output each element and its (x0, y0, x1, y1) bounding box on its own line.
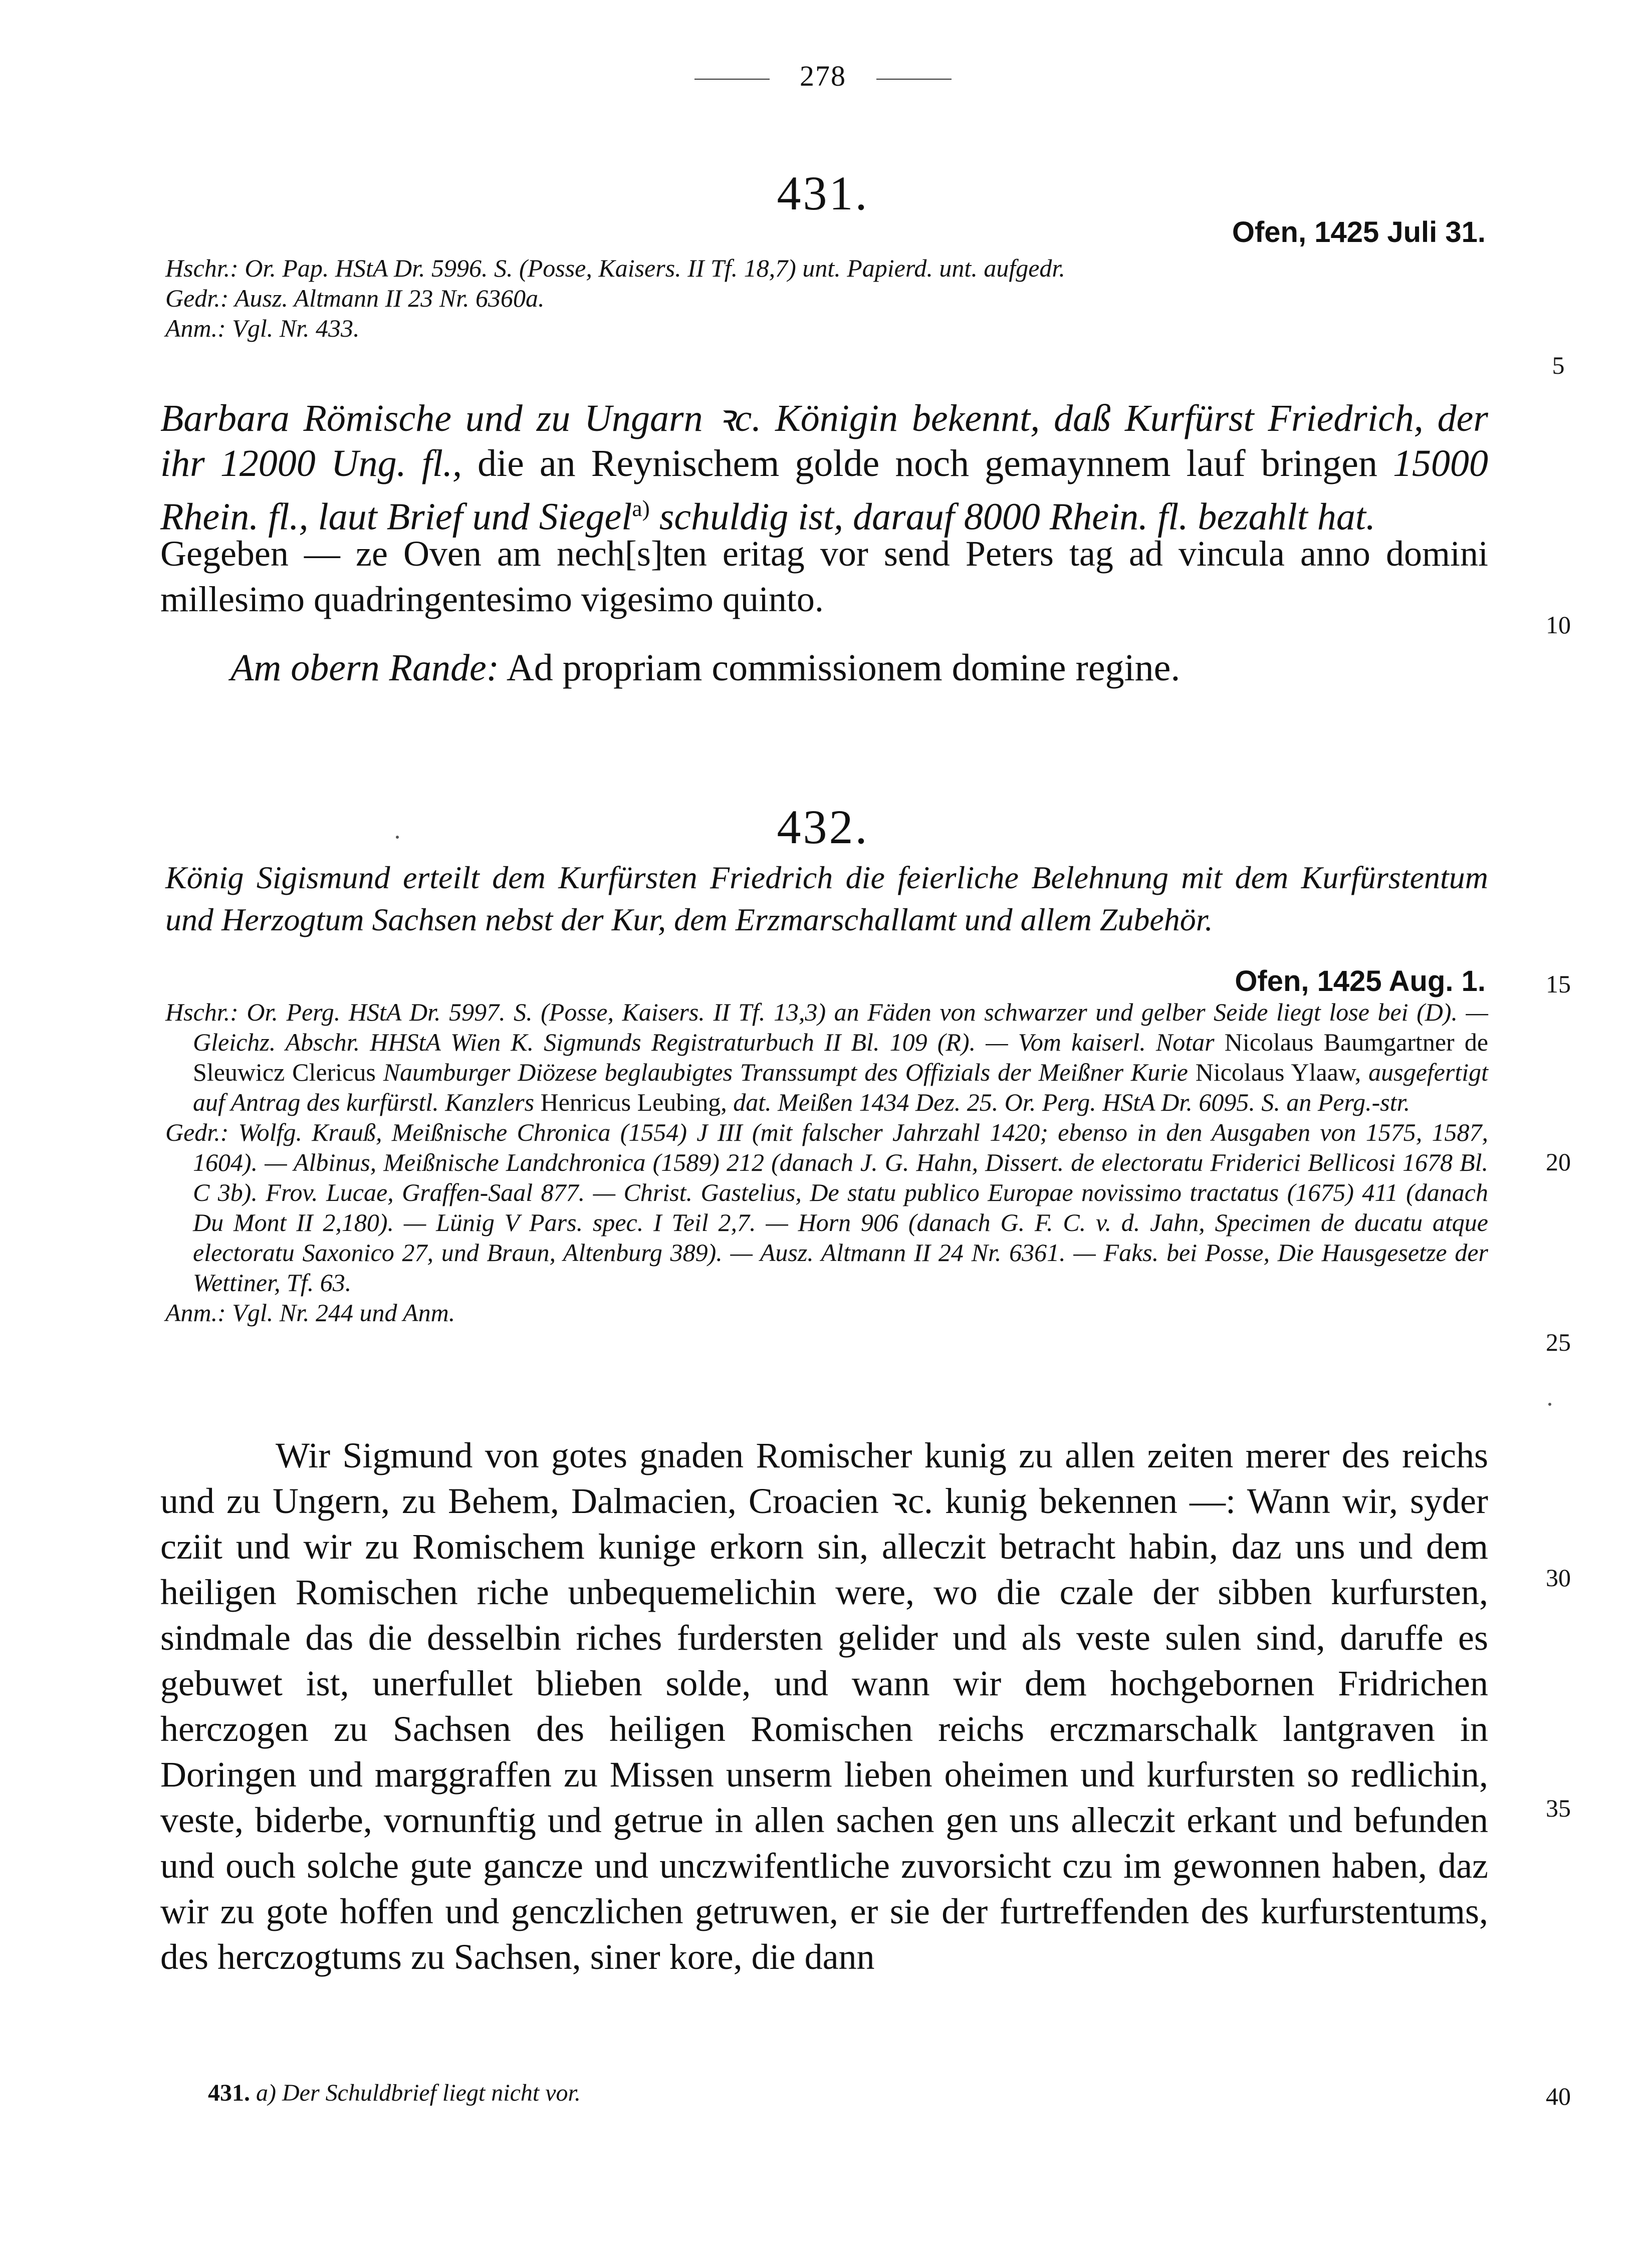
page-header (0, 59, 1646, 93)
footnote-text: a) Der Schuldbrief liegt nicht vor. (256, 2080, 581, 2106)
doc-431-hschr: Hschr.: Or. Pap. HStA Dr. 5996. S. (Posse, Kaisers. II Tf. 18,7) unt. Papierd. unt. aufgedr. (165, 254, 1065, 282)
doc-432-hschr (165, 997, 1488, 1117)
margin-dot-right (1548, 1403, 1551, 1406)
regest-part3: schuldig ist, darauf 8000 Rhein. fl. bezahlt hat. (659, 495, 1376, 538)
regest-footnote-ref: a) (632, 495, 650, 521)
doc-432-text (160, 1433, 1488, 1980)
doc-431-gedr: Gedr.: Ausz. Altmann II 23 Nr. 6360a. (165, 284, 545, 312)
hschr-name2: Nicolaus Ylaaw, (1195, 1058, 1361, 1086)
line-number-25: 25 (1546, 1328, 1571, 1356)
doc-431-apparatus (165, 253, 1488, 343)
doc-432-dateline: Ofen, 1425 Aug. 1. (1235, 965, 1486, 997)
doc-432-number: 432. (777, 800, 869, 854)
doc-431-number: 431. (777, 166, 869, 220)
doc-432-apparatus (165, 997, 1488, 1328)
line-number-15: 15 (1546, 970, 1571, 998)
doc-432-gedr: Gedr.: Wolfg. Krauß, Meißnische Chronica (1554) J III (mit falscher Jahrzahl 1420; ebenso in den Ausgaben von 1575, 1587, 1604). — Albinus, Meißnische Landchronica (1589) 212 (danach J. G. Hahn, Dissert. de electoratu Friderici Bellicosi 1678 Bl. C 3b). Frov. Lucae, Graffen-Saal 877. — Christ. Gastelius, De statu publico Europae novissimo tractatus (1675) 411 (danach Du Mont II 2,180). — Lünig V Pars. spec. I Teil 2,7. — Horn 906 (danach G. F. C. v. d. Jahn, Specimen de ducatu atque electoratu Saxonico 27, und Braun, Altenburg 389). — Ausz. Altmann II 24 Nr. 6361. — Faks. bei Posse, Die Hausgesetze der Wettiner, Tf. 63. (165, 1118, 1488, 1297)
doc-431-dateline: Ofen, 1425 Juli 31. (1232, 216, 1486, 248)
note-label: Am obern Rande: (230, 647, 500, 689)
regest-roman: die an Reynischem golde noch gemaynnem lauf bringen (478, 442, 1377, 484)
hschr-name1: Nicolaus Baumgartner de Sleuwicz Clericus (193, 1028, 1489, 1086)
page-number: 278 (800, 60, 846, 92)
footnote (208, 2079, 581, 2107)
doc-432-regest: König Sigismund erteilt dem Kurfürsten Friedrich die feierliche Belehnung mit dem Kurfürstentum und Herzogtum Sachsen nebst der Kur, dem Erzmarschallamt und allem Zubehör. (165, 860, 1488, 937)
line-number-35: 35 (1546, 1794, 1571, 1822)
note-text: Ad propriam commissionem domine regine. (506, 647, 1181, 689)
doc-431-regest (160, 396, 1488, 539)
footnote-number: 431. (208, 2080, 250, 2106)
hschr-part4: dat. Meißen 1434 Dez. 25. Or. Perg. HStA Dr. 6095. S. an Perg.-str. (733, 1088, 1410, 1116)
hschr-name3: Henricus Leubing, (540, 1088, 727, 1116)
regest-part1: Barbara Römische und zu Ungarn ꝛc. Königin bekennt, daß Kurfürst Friedrich, der ihr 12000 Ung. fl., (160, 397, 1488, 484)
header-rule-left (694, 79, 770, 80)
doc-431-text-paragraph: Gegeben — ze Oven am nech[s]ten eritag vor send Peters tag ad vincula anno domini millesimo quadringentesimo vigesimo quinto. (160, 534, 1488, 619)
line-number-10: 10 (1546, 611, 1571, 639)
line-number-30: 30 (1546, 1564, 1571, 1592)
doc-432-text-paragraph: Wir Sigmund von gotes gnaden Romischer kunig zu allen zeiten merer des reichs und zu Ungern, zu Behem, Dalmacien, Croacien ꝛc. kunig bekennen —: Wann wir, syder cziit und wir zu Romischem kunige erkorn sin, alleczit betracht habin, daz uns und dem heiligen Romischen riche unbequemelichin were, wo die czale der sibben kurfursten, sindmale das die desselbin riches furdersten gelider und als veste sulen sind, daruffe es gebuwet ist, unerfullet blieben solde, und wann wir dem hochgebornen Fridrichen herczogen zu Sachsen des heiligen Romischen reichs erczmarschalk lantgraven in Doringen und marggraffen zu Missen unserm lieben oheimen und kurfursten so redlichin, veste, biderbe, vornunftig und getrue in allen sachen gen uns alleczit erkant und befunden und ouch solche gute gancze und unczwifentliche zuvorsicht czu im gewonnen haben, daz wir zu gote hoffen und genczlichen getruwen, er sie der furtreffenden des kurfurstentums, des herczogtums zu Sachsen, siner kore, die dann (160, 1435, 1488, 1977)
doc-431-note (230, 644, 1180, 692)
doc-432-anm: Anm.: Vgl. Nr. 244 und Anm. (165, 1299, 455, 1327)
margin-dot (396, 836, 399, 839)
doc-431-anm: Anm.: Vgl. Nr. 433. (165, 314, 360, 342)
line-number-20: 20 (1546, 1148, 1571, 1176)
line-number-40: 40 (1546, 2082, 1571, 2110)
hschr-part3: ausgefertigt auf Antrag des kurfürstl. Kanzlers (193, 1058, 1488, 1116)
hschr-part2: Naumburger Diözese beglaubigtes Transsumpt des Offizials der Meißner Kurie (383, 1058, 1188, 1086)
doc-431-text (160, 531, 1488, 622)
line-number-5: 5 (1552, 351, 1565, 379)
hschr-part1: Hschr.: Or. Perg. HStA Dr. 5997. S. (Posse, Kaisers. II Tf. 13,3) an Fäden von schwarzer und gelber Seide liegt lose bei (D). — Gleichz. Abschr. HHStA Wien K. Sigmunds Registraturbuch II Bl. 109 (R). — Vom kaiserl. Notar (165, 998, 1488, 1056)
header-rule-right (876, 79, 952, 80)
regest-part2: 15000 Rhein. fl., laut Brief und Siegel (160, 442, 1489, 538)
